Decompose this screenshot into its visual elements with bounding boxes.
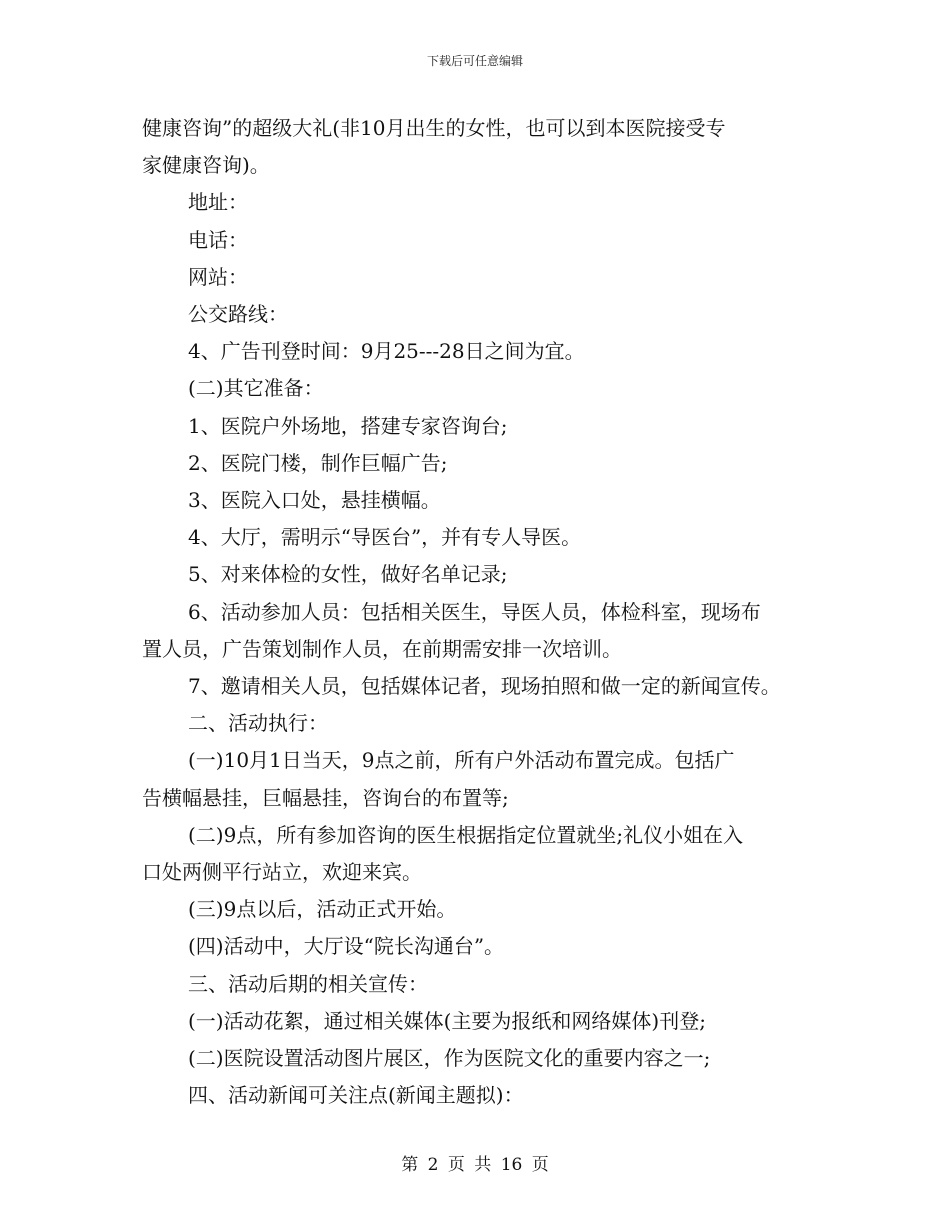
page-header: 下载后可任意编辑 [426,54,523,68]
paragraph: 5、对来体检的女性，做好名单记录; [188,562,508,587]
paragraph: 2、医院门楼，制作巨幅广告; [188,450,448,475]
paragraph: 6、活动参加人员：包括相关医生，导医人员，体检科室，现场布 [188,599,761,624]
paragraph: 1、医院户外场地，搭建专家咨询台; [188,413,508,438]
paragraph: (三)9点以后，活动正式开始。 [188,897,457,922]
paragraph: 健康咨询”的超级大礼(非10月出生的女性，也可以到本医院接受专 [142,116,726,140]
paragraph: 二、活动执行： [188,711,328,736]
paragraph: 四、活动新闻可关注点(新闻主题拟)： [188,1083,524,1108]
paragraph: 告横幅悬挂，巨幅悬挂，咨询台的布置等; [142,785,509,810]
paragraph: (四)活动中，大厅设“院长沟通台”。 [188,934,505,959]
paragraph: 公交路线： [188,302,288,327]
paragraph: 3、医院入口处，悬挂横幅。 [188,488,441,513]
paragraph: 电话： [188,227,248,252]
paragraph: 家健康咨询)。 [142,153,270,178]
paragraph: 网站： [188,264,248,289]
paragraph: 地址： [188,190,248,215]
paragraph: 4、广告刊登时间：9月25---28日之间为宜。 [188,339,585,364]
paragraph: 置人员，广告策划制作人员，在前期需安排一次培训。 [142,636,622,661]
paragraph: 口处两侧平行站立，欢迎来宾。 [142,860,422,885]
paragraph: 三、活动后期的相关宣传： [188,971,428,996]
paragraph: 7、邀请相关人员，包括媒体记者，现场拍照和做一定的新闻宣传。 [188,674,781,699]
document-body [142,110,832,1114]
paragraph: (二)9点，所有参加咨询的医生根据指定位置就坐;礼仪小姐在入 [188,822,744,847]
page-footer: 第 2 页 共 16 页 [401,1155,549,1175]
paragraph: (二)医院设置活动图片展区，作为医院文化的重要内容之一; [188,1046,711,1071]
paragraph: 4、大厅，需明示“导医台”，并有专人导医。 [188,525,582,550]
paragraph: (二)其它准备： [188,376,324,401]
paragraph: (一)10月1日当天，9点之前，所有户外活动布置完成。包括广 [188,748,735,773]
paragraph: (一)活动花絮，通过相关媒体(主要为报纸和网络媒体)刊登; [188,1008,706,1033]
